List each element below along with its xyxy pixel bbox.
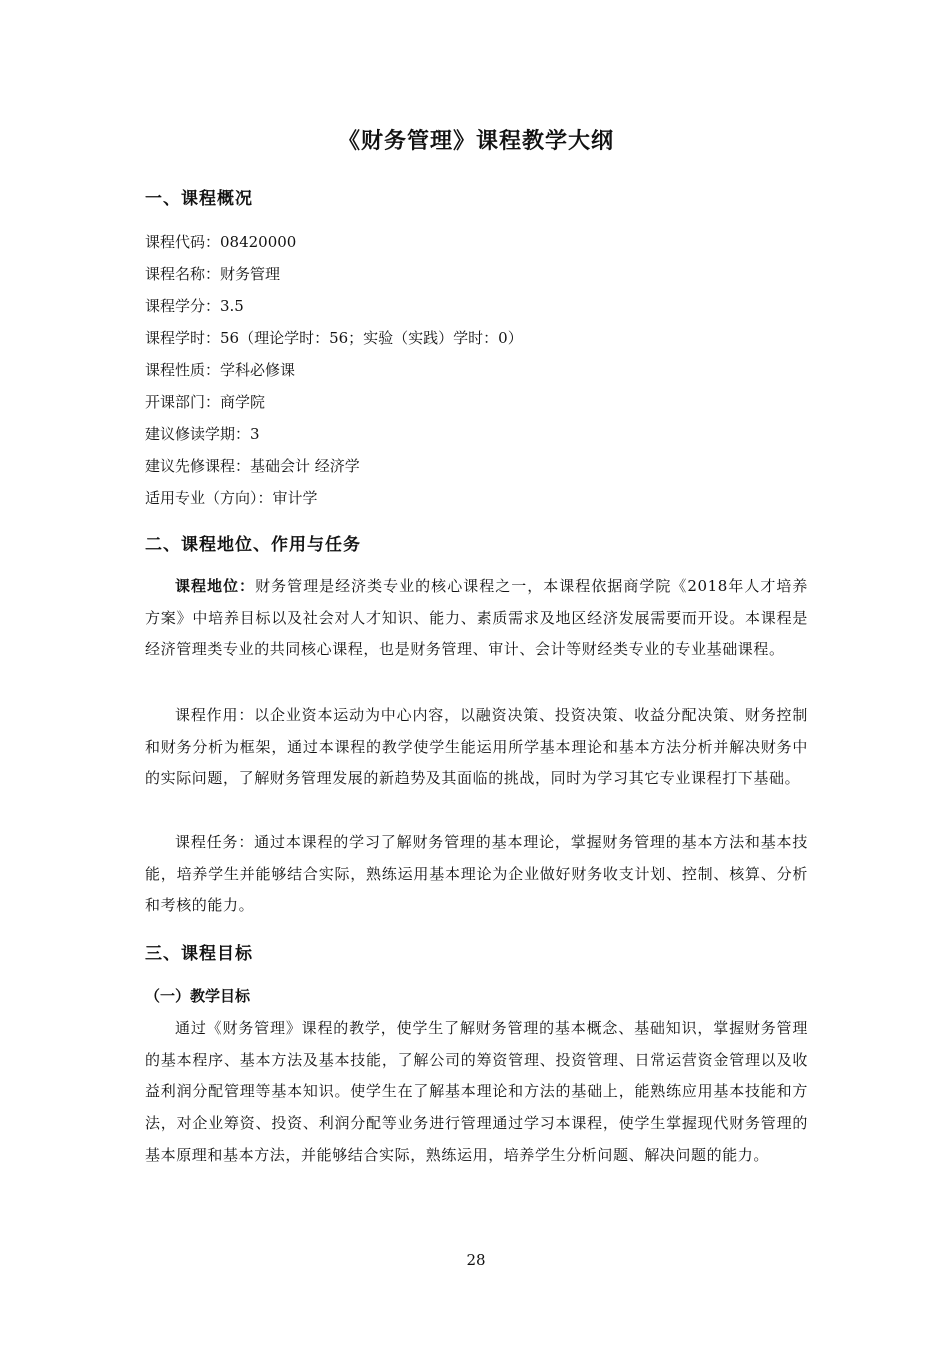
course-major: 适用专业（方向）：审计学 [145,489,318,507]
course-position-text: 财务管理是经济类专业的核心课程之一，本课程依据商学院《2018年人才培养方案》中培养目标以及社会对人才知识、能力、素质需求及地区经济发展需要而开设。本课程是经济管理类专业的共同核心课程，也是财务管理、审计、会计等财经类专业的专业基础课程。 [145,577,808,659]
section1-heading: 一、课程概况 [145,189,253,209]
section2-heading: 二、课程地位、作用与任务 [145,535,361,555]
teaching-goals-subheading: （一）教学目标 [145,987,251,1005]
teaching-goals-paragraph: 通过《财务管理》课程的教学，使学生了解财务管理的基本概念、基础知识，掌握财务管理的基本程序、基本方法及基本技能，了解公司的筹资管理、投资管理、日常运营资金管理以及收益利润分配管理等基本知识。使学生在了解基本理论和方法的基础上，能熟练应用基本技能和方法，对企业筹资、投资、利润分配等业务进行管理通过学习本课程，使学生掌握现代财务管理的基本原理和基本方法，并能够结合实际，熟练运用，培养学生分析问题、解决问题的能力。 [145,1019,808,1164]
course-prerequisites: 建议先修课程：基础会计 经济学 [145,457,360,475]
course-department: 开课部门：商学院 [145,393,266,411]
course-role-paragraph: 课程作用：以企业资本运动为中心内容，以融资决策、投资决策、收益分配决策、财务控制和财务分析为框架，通过本课程的教学使学生能运用所学基本理论和基本方法分析并解决财务中的实际问题，了解财务管理发展的新趋势及其面临的挑战，同时为学习其它专业课程打下基础。 [145,706,808,788]
course-info-list [145,230,523,518]
page-number: 28 [466,1251,486,1269]
course-name: 课程名称：财务管理 [145,265,281,283]
section3-heading: 三、课程目标 [145,944,253,964]
page-title: 《财务管理》课程教学大纲 [337,128,614,154]
course-hours: 课程学时：56（理论学时：56；实验（实践）学时：0） [145,329,523,347]
course-credits: 课程学分：3.5 [145,297,244,315]
course-code: 课程代码：08420000 [145,233,297,251]
course-semester: 建议修读学期：3 [145,425,260,443]
course-nature: 课程性质：学科必修课 [145,361,296,379]
course-position-label: 课程地位： [175,577,256,595]
course-position-paragraph [145,571,808,666]
course-task-paragraph: 课程任务：通过本课程的学习了解财务管理的基本理论，掌握财务管理的基本方法和基本技能，培养学生并能够结合实际，熟练运用基本理论为企业做好财务收支计划、控制、核算、分析和考核的能力。 [145,833,808,915]
